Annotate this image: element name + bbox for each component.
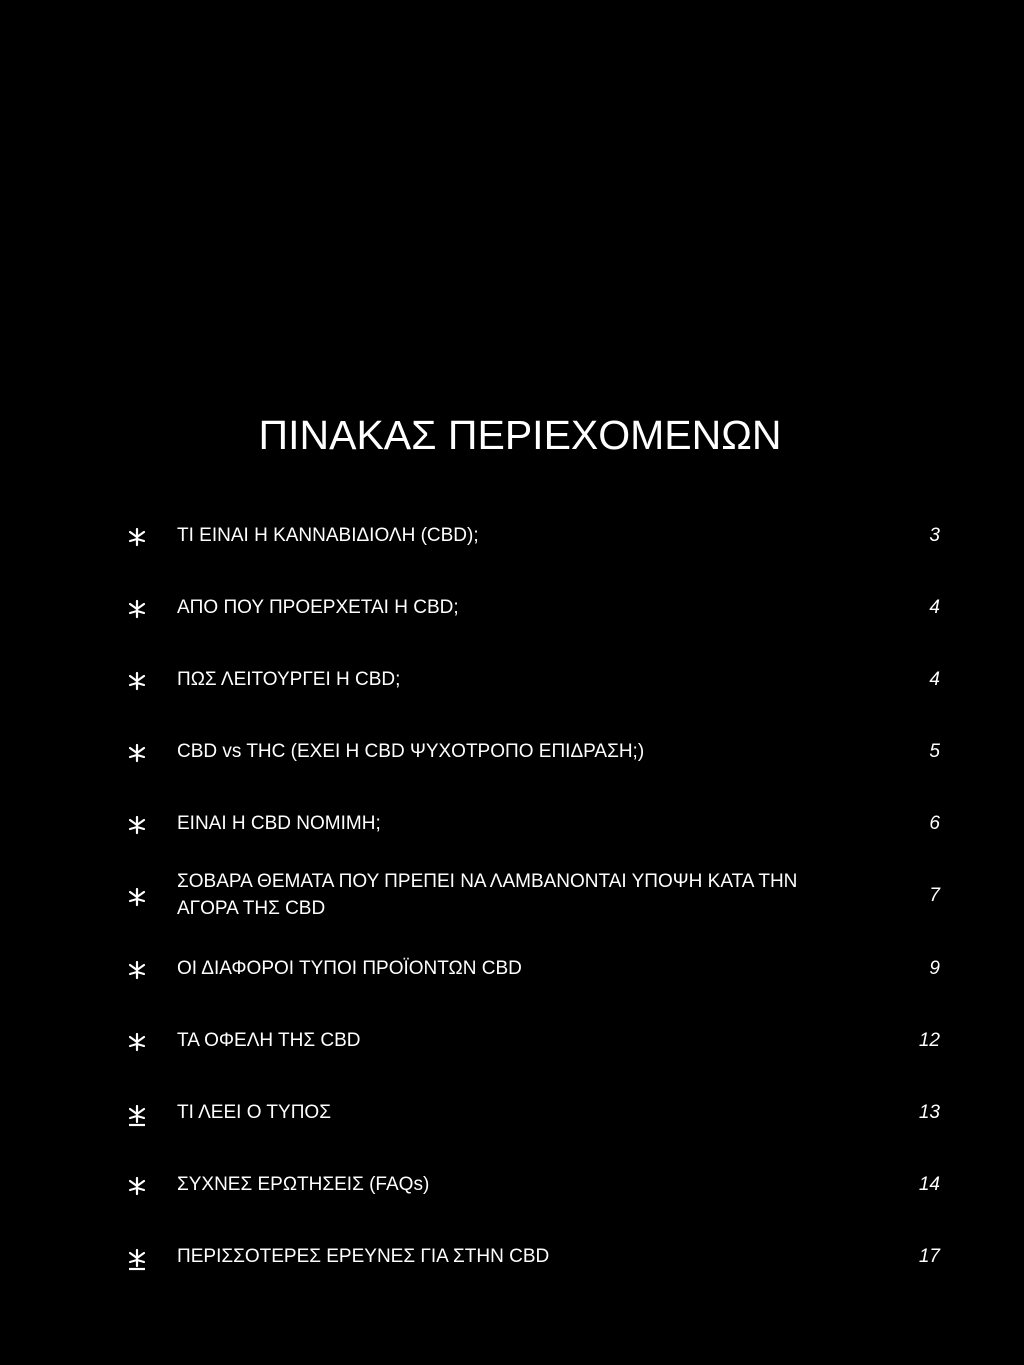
cannabis-leaf-icon [126,526,148,552]
toc-item-label: ΣΥΧΝΕΣ ΕΡΩΤΗΣΕΙΣ (FAQs) [177,1174,430,1195]
toc-item-label: ΕΙΝΑΙ Η CBD ΝΟΜΙΜΗ; [177,813,381,834]
toc-page-number: 17 [918,1246,940,1267]
toc-item-label: ΑΠΟ ΠΟΥ ΠΡΟΕΡΧΕΤΑΙ Η CBD; [177,597,459,618]
toc-page-number: 14 [918,1174,940,1195]
toc-item-label: ΣΟΒΑΡΑ ΘΕΜΑΤΑ ΠΟΥ ΠΡΕΠΕΙ ΝΑ ΛΑΜΒΑΝΟΝΤΑΙ ΥΠΟΨΗ ΚΑΤΑ ΤΗΝ ΑΓΟΡΑ ΤΗΣ CBD [177,871,798,919]
toc-item-label: ΤΙ ΛΕΕΙ Ο ΤΥΠΟΣ [177,1102,331,1123]
toc-item-label: CBD vs THC (ΕΧΕΙ Η CBD ΨΥΧΟΤΡΟΠΟ ΕΠΙΔΡΑΣΗ;) [177,741,645,762]
cannabis-leaf-icon [126,670,148,696]
toc-page-number: 9 [929,958,940,979]
cannabis-leaf-icon [126,1175,148,1201]
cannabis-leaf-icon [126,1103,148,1129]
cannabis-leaf-icon [126,1031,148,1057]
toc-item-label: ΟΙ ΔΙΑΦΟΡΟΙ ΤΥΠΟΙ ΠΡΟΪΟΝΤΩΝ CBD [177,958,522,979]
toc-item-label: ΤΙ ΕΙΝΑΙ Η ΚΑΝΝΑΒΙΔΙΟΛΗ (CBD); [177,525,479,546]
toc-item-label: ΠΩΣ ΛΕΙΤΟΥΡΓΕΙ Η CBD; [177,669,401,690]
toc-page-number: 13 [918,1102,940,1123]
cannabis-leaf-icon [126,886,148,912]
cannabis-leaf-icon [126,1247,148,1273]
toc-page-number: 5 [929,741,940,762]
toc-page-number: 7 [929,885,940,906]
cannabis-leaf-icon [126,742,148,768]
cannabis-leaf-icon [126,598,148,624]
toc-page-number: 4 [929,669,940,690]
page-title: ΠΙΝΑΚΑΣ ΠΕΡΙΕΧΟΜΕΝΩΝ [258,412,782,458]
toc-page-number: 4 [929,597,940,618]
toc-item-label: ΠΕΡΙΣΣΟΤΕΡΕΣ ΕΡΕΥΝΕΣ ΓΙΑ ΣΤΗΝ CBD [177,1246,550,1267]
cannabis-leaf-icon [126,814,148,840]
toc-page-number: 12 [918,1030,940,1051]
cannabis-leaf-icon [126,959,148,985]
toc-page-number: 6 [929,813,940,834]
toc-page-number: 3 [929,525,940,546]
toc-item-label: ΤΑ ΟΦΕΛΗ ΤΗΣ CBD [177,1030,361,1051]
